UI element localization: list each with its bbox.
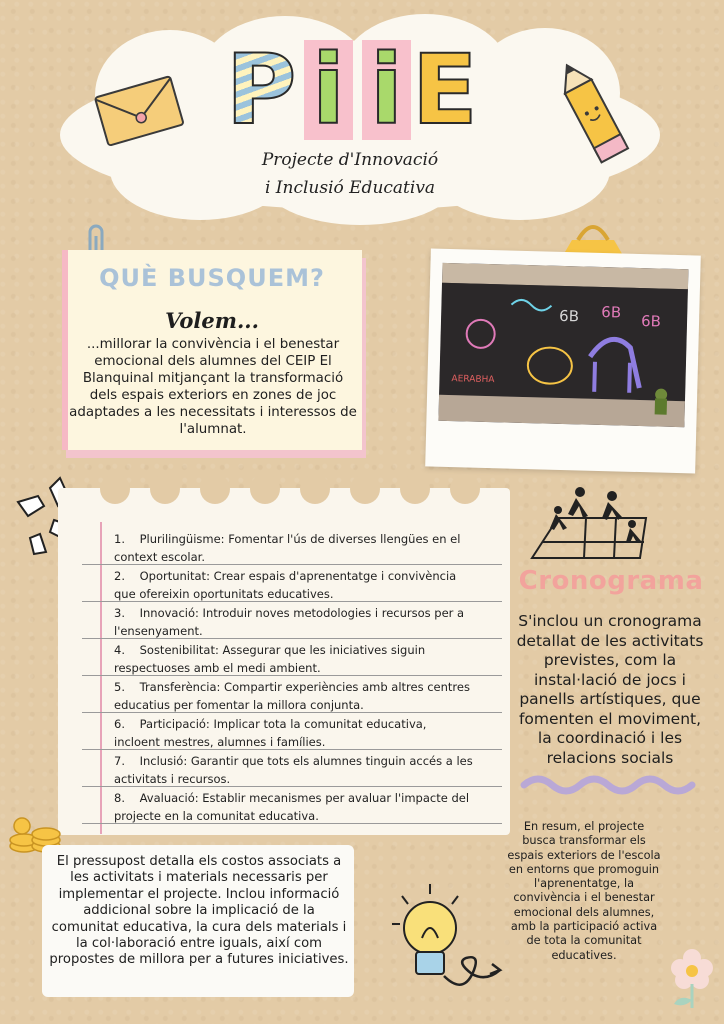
photo-frame	[425, 249, 701, 474]
chalk-mural-drawing	[438, 263, 688, 427]
envelope-icon	[92, 70, 186, 150]
title-letter-p: P	[226, 34, 297, 146]
flower-icon	[664, 944, 720, 1010]
principle-item: 6. Participació: Implicar tota la comunitat educativa, incloent mestres, alumnes i famílies.	[114, 717, 427, 749]
wall-text-4: AERABHA	[451, 374, 495, 386]
title-letter-e: E	[412, 34, 478, 146]
busquem-lead: Volem...	[165, 308, 259, 333]
principle-item: 8. Avaluació: Establir mecanismes per avaluar l'impacte del projecte en la comunitat educativa.	[114, 791, 470, 823]
principle-item: 2. Oportunitat: Crear espais d'aprenentatge i convivència que ofereixin oportunitats educatives.	[114, 569, 457, 601]
title-letter-i2: i	[362, 40, 411, 140]
cronograma-title: Cronograma	[518, 566, 704, 596]
lightbulb-icon	[384, 880, 504, 1008]
pencil-icon	[556, 60, 636, 180]
summary-text: En resum, el projecte busca transformar els espais exteriors de l'escola en entorns que promoguin l'aprenentatge, la convivència i el benestar emocional dels alumnes, amb la participació activa de tota la comunitat educatives.	[507, 820, 661, 962]
cronograma-body: S'inclou un cronograma detallat de les activitats previstes, com la instal·lació de jocs i panells artístiques, que fomenten el moviment, la coordinació i les relacions socials	[516, 612, 704, 767]
notebook-margin-line	[100, 522, 102, 834]
busquem-title: QUÈ BUSQUEM?	[99, 264, 325, 292]
principle-item: 1. Plurilingüisme: Fomentar l'ús de diverses llengües en el context escolar.	[114, 532, 461, 564]
hopscotch-kids-icon	[528, 484, 652, 564]
pie-title	[222, 34, 482, 146]
wavy-divider	[520, 772, 700, 798]
chalk-mural-photo	[438, 263, 688, 427]
wall-text-1: 6B	[558, 306, 580, 326]
principle-item: 4. Sostenibilitat: Assegurar que les iniciatives siguin respectuoses amb el medi ambient.	[114, 643, 426, 675]
wall-text-2: 6B	[601, 302, 622, 322]
subtitle-line2: i Inclusió Educativa	[264, 178, 436, 198]
principle-item: 5. Transferència: Compartir experiències amb altres centres educatius per fomentar la millora conjunta.	[114, 680, 470, 712]
title-letter-i1: i	[304, 40, 353, 140]
busquem-body: ...millorar la convivència i el benestar emocional dels alumnes del CEIP El Blanquinal mitjançant la transformació dels espais exteriors en zones de joc adaptades a les necessitats i interessos de l'alumnat.	[69, 337, 357, 437]
budget-text: El pressupost detalla els costos associats a les activitats i materials necessaris per implementar el projecte. Inclou informació addicional sobre la implicació de la comunitat educativa, la cura dels materials i la col·laboració entre iguals, així com propostes de millora per a futures iniciatives.	[49, 854, 349, 968]
principle-item: 3. Innovació: Introduir noves metodologies i recursos per a l'ensenyament.	[114, 606, 465, 638]
principle-item: 7. Inclusió: Garantir que tots els alumnes tinguin accés a les activitats i recursos.	[114, 754, 473, 786]
wall-text-3: 6B	[640, 312, 662, 331]
subtitle-line1: Projecte d'Innovació	[261, 150, 439, 170]
